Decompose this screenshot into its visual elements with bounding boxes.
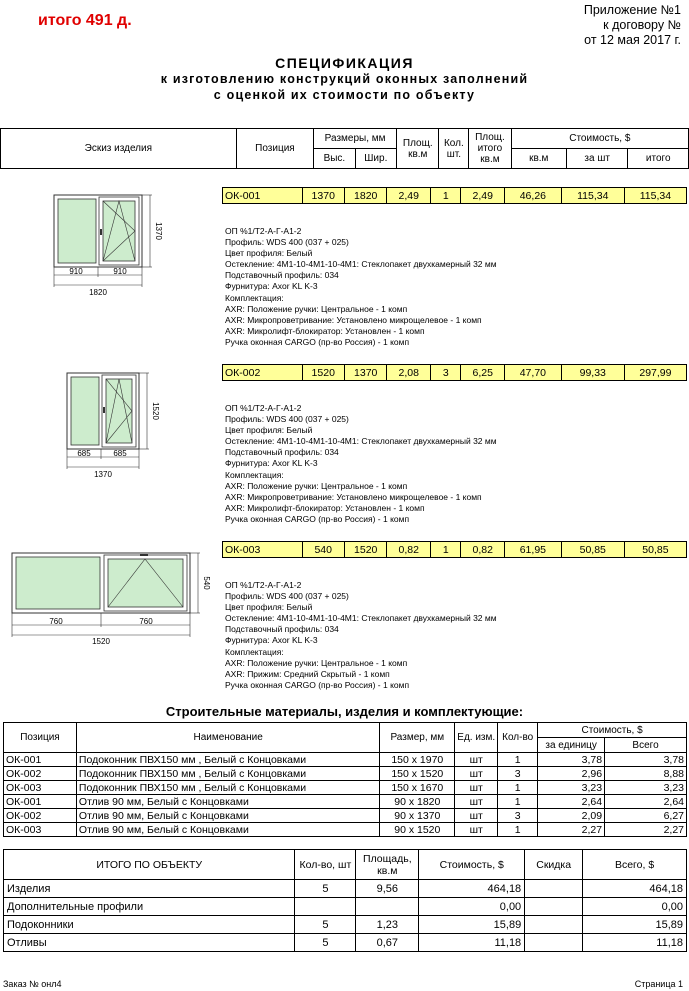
dim-width-left-label: 685 — [77, 449, 91, 458]
sum-col-qty: Кол-во, шт — [295, 850, 356, 880]
mat-col-name: Наименование — [76, 723, 379, 753]
mat-unit: шт — [455, 767, 498, 781]
mat-per-unit: 2,09 — [538, 809, 605, 823]
item-area-total: 2,49 — [461, 188, 505, 204]
mat-position: ОК-003 — [4, 781, 77, 795]
sum-area: 1,23 — [356, 916, 419, 934]
col-per-unit: за шт — [566, 149, 628, 169]
table-row — [4, 823, 687, 837]
item-height: 1370 — [302, 188, 344, 204]
col-total: итого — [628, 149, 689, 169]
col-height: Выс. — [314, 149, 355, 169]
mat-unit: шт — [455, 795, 498, 809]
table-row — [4, 916, 687, 934]
dim-total-width-label: 1820 — [89, 288, 107, 297]
mat-per-unit: 2,64 — [538, 795, 605, 809]
dim-height-label: 540 — [202, 576, 211, 590]
appendix-line-1: Приложение №1 — [583, 3, 681, 17]
sum-discount — [525, 934, 583, 952]
item-row — [222, 364, 687, 381]
doc-subtitle-2: с оценкой их стоимости по объекту — [213, 88, 476, 102]
col-area-total: Площ. итого кв.м — [469, 129, 511, 169]
item-qty: 1 — [431, 542, 461, 558]
sum-qty: 5 — [295, 880, 356, 898]
item-area-total: 0,82 — [461, 542, 505, 558]
mat-name: Отлив 90 мм, Белый с Концовками — [76, 809, 379, 823]
mat-per-unit: 2,96 — [538, 767, 605, 781]
item-per-unit: 50,85 — [561, 542, 624, 558]
sum-discount — [525, 916, 583, 934]
mat-col-position: Позиция — [4, 723, 77, 753]
sum-col-cost: Стоимость, $ — [419, 850, 525, 880]
sum-qty — [295, 898, 356, 916]
dim-total-width-label: 1370 — [94, 470, 112, 479]
table-row — [4, 781, 687, 795]
mat-size: 150 x 1670 — [380, 781, 455, 795]
col-qty: Кол. шт. — [439, 129, 469, 169]
window-sketch-3 — [4, 545, 222, 650]
item-spec-text: ОП %1/Т2-А-Г-А1-2 Профиль: WDS 400 (037 + 025) Цвет профиля: Белый Остекление: 4М1-10-4М1-10-4М1: Стеклопакет двухкамерный 32 мм Подставочный профиль: 034 Фурнитура: Axor KL K-3 Комплектация: AXR: Положение ручки: Центральное - 1 комп AXR: Микропроветривание: Установлено микрощелевое - 1 комп AXR: Микролифт-блокиратор: Установлен - 1 комп Ручка оконная CARGO (пр-во Россия) - 1 комп — [225, 403, 497, 524]
mat-qty: 3 — [498, 809, 538, 823]
sum-label: Дополнительные профили — [4, 898, 295, 916]
item-area: 2,08 — [387, 365, 431, 381]
materials-title: Строительные материалы, изделия и комплектующие: — [165, 704, 524, 719]
table-row — [4, 898, 687, 916]
mat-total: 8,88 — [605, 767, 687, 781]
doc-title: СПЕЦИФИКАЦИЯ — [275, 55, 414, 71]
sum-label: Изделия — [4, 880, 295, 898]
item-per-unit: 115,34 — [561, 188, 624, 204]
mat-qty: 1 — [498, 781, 538, 795]
mat-qty: 1 — [498, 823, 538, 837]
item-width: 1370 — [344, 365, 386, 381]
sum-qty: 5 — [295, 916, 356, 934]
mat-col-total: Всего — [605, 738, 687, 753]
dim-height-label: 1370 — [154, 222, 163, 240]
item-area-total: 6,25 — [461, 365, 505, 381]
appendix-line-2: к договору № — [603, 18, 681, 32]
item-total: 115,34 — [624, 188, 686, 204]
table-row — [4, 753, 687, 767]
mat-size: 90 x 1520 — [380, 823, 455, 837]
item-total: 297,99 — [624, 365, 686, 381]
dim-width-right-label: 760 — [139, 617, 153, 626]
mat-name: Отлив 90 мм, Белый с Концовками — [76, 795, 379, 809]
appendix-block — [584, 3, 681, 48]
mat-name: Подоконник ПВХ150 мм , Белый с Концовками — [76, 753, 379, 767]
mat-name: Отлив 90 мм, Белый с Концовками — [76, 823, 379, 837]
col-per-sqm: кв.м — [511, 149, 566, 169]
sum-area — [356, 898, 419, 916]
dim-width-right-label: 685 — [113, 449, 127, 458]
appendix-line-3: от 12 мая 2017 г. — [584, 33, 681, 47]
mat-total: 6,27 — [605, 809, 687, 823]
sum-total: 15,89 — [583, 916, 687, 934]
mat-position: ОК-003 — [4, 823, 77, 837]
mat-col-per-unit: за единицу — [538, 738, 605, 753]
item-width: 1820 — [344, 188, 386, 204]
item-area: 0,82 — [387, 542, 431, 558]
sum-area: 9,56 — [356, 880, 419, 898]
table-row — [4, 934, 687, 952]
doc-subtitle-1: к изготовлению конструкций оконных заполнений — [160, 72, 529, 86]
sum-cost: 464,18 — [419, 880, 525, 898]
mat-per-unit: 2,27 — [538, 823, 605, 837]
col-area: Площ. кв.м — [397, 129, 439, 169]
mat-total: 3,78 — [605, 753, 687, 767]
total-badge: итого 491 д. — [38, 12, 132, 29]
mat-unit: шт — [455, 809, 498, 823]
mat-position: ОК-001 — [4, 753, 77, 767]
spec-header-table — [0, 128, 689, 169]
mat-qty: 1 — [498, 795, 538, 809]
dim-height-label: 1520 — [151, 402, 160, 420]
table-row — [4, 795, 687, 809]
item-width: 1520 — [344, 542, 386, 558]
item-row — [222, 187, 687, 204]
mat-name: Подоконник ПВХ150 мм , Белый с Концовками — [76, 767, 379, 781]
dim-width-left-label: 760 — [49, 617, 63, 626]
mat-col-unit: Ед. изм. — [455, 723, 498, 753]
item-height: 540 — [302, 542, 344, 558]
item-per-sqm: 47,70 — [505, 365, 562, 381]
sum-col-total: Всего, $ — [583, 850, 687, 880]
mat-qty: 3 — [498, 767, 538, 781]
col-width: Шир. — [355, 149, 396, 169]
item-qty: 1 — [431, 188, 461, 204]
col-cost: Стоимость, $ — [511, 129, 688, 149]
sum-total: 11,18 — [583, 934, 687, 952]
item-position: ОК-002 — [223, 365, 303, 381]
sum-total: 0,00 — [583, 898, 687, 916]
sum-qty: 5 — [295, 934, 356, 952]
col-sizes: Размеры, мм — [314, 129, 397, 149]
mat-size: 150 x 1970 — [380, 753, 455, 767]
item-spec-text: ОП %1/Т2-А-Г-А1-2 Профиль: WDS 400 (037 + 025) Цвет профиля: Белый Остекление: 4М1-10-4М1-10-4М1: Стеклопакет двухкамерный 32 мм Подставочный профиль: 034 Фурнитура: Axor KL K-3 Комплектация: AXR: Положение ручки: Центральное - 1 комп AXR: Прижим: Средний Скрытый - 1 комп Ручка оконная CARGO (пр-во Россия) - 1 комп — [225, 580, 497, 690]
sum-cost: 0,00 — [419, 898, 525, 916]
sum-col-area: Площадь, кв.м — [356, 850, 419, 880]
page-number: Страница 1 — [634, 979, 683, 989]
item-per-sqm: 61,95 — [505, 542, 562, 558]
sum-cost: 11,18 — [419, 934, 525, 952]
item-position: ОК-003 — [223, 542, 303, 558]
sum-total: 464,18 — [583, 880, 687, 898]
mat-size: 90 x 1820 — [380, 795, 455, 809]
table-row — [4, 767, 687, 781]
sum-discount — [525, 898, 583, 916]
sum-area: 0,67 — [356, 934, 419, 952]
window-sketch-2 — [55, 365, 165, 480]
summary-table — [3, 849, 687, 952]
mat-name: Подоконник ПВХ150 мм , Белый с Концовками — [76, 781, 379, 795]
sum-col-discount: Скидка — [525, 850, 583, 880]
mat-col-qty: Кол-во — [498, 723, 538, 753]
item-total: 50,85 — [624, 542, 686, 558]
mat-unit: шт — [455, 823, 498, 837]
mat-position: ОК-001 — [4, 795, 77, 809]
sum-cost: 15,89 — [419, 916, 525, 934]
item-height: 1520 — [302, 365, 344, 381]
item-spec-text: ОП %1/Т2-А-Г-А1-2 Профиль: WDS 400 (037 + 025) Цвет профиля: Белый Остекление: 4М1-10-4М1-10-4М1: Стеклопакет двухкамерный 32 мм Подставочный профиль: 034 Фурнитура: Axor KL K-3 Комплектация: AXR: Положение ручки: Центральное - 1 комп AXR: Микропроветривание: Установлено микрощелевое - 1 комп AXR: Микролифт-блокиратор: Установлен - 1 комп Ручка оконная CARGO (пр-во Россия) - 1 комп — [225, 226, 497, 347]
item-qty: 3 — [431, 365, 461, 381]
col-position: Позиция — [236, 129, 314, 169]
col-sketch: Эскиз изделия — [1, 129, 237, 169]
mat-qty: 1 — [498, 753, 538, 767]
order-number: Заказ № онл4 — [3, 979, 62, 989]
mat-unit: шт — [455, 781, 498, 795]
window-sketch-1 — [40, 185, 170, 300]
table-row — [4, 880, 687, 898]
mat-col-cost: Стоимость, $ — [538, 723, 687, 738]
mat-size: 90 x 1370 — [380, 809, 455, 823]
table-row — [4, 809, 687, 823]
sum-label: Подоконники — [4, 916, 295, 934]
item-per-sqm: 46,26 — [505, 188, 562, 204]
dim-total-width-label: 1520 — [92, 637, 110, 646]
item-position: ОК-001 — [223, 188, 303, 204]
mat-per-unit: 3,78 — [538, 753, 605, 767]
mat-col-size: Размер, мм — [380, 723, 455, 753]
mat-total: 2,27 — [605, 823, 687, 837]
sum-discount — [525, 880, 583, 898]
item-area: 2,49 — [387, 188, 431, 204]
mat-total: 3,23 — [605, 781, 687, 795]
materials-table — [3, 722, 687, 837]
item-row — [222, 541, 687, 558]
sum-col-title: ИТОГО ПО ОБЪЕКТУ — [4, 850, 295, 880]
dim-width-left-label: 910 — [69, 267, 83, 276]
sum-label: Отливы — [4, 934, 295, 952]
mat-size: 150 x 1520 — [380, 767, 455, 781]
dim-width-right-label: 910 — [113, 267, 127, 276]
mat-total: 2,64 — [605, 795, 687, 809]
mat-position: ОК-002 — [4, 809, 77, 823]
mat-unit: шт — [455, 753, 498, 767]
item-per-unit: 99,33 — [561, 365, 624, 381]
mat-per-unit: 3,23 — [538, 781, 605, 795]
mat-position: ОК-002 — [4, 767, 77, 781]
